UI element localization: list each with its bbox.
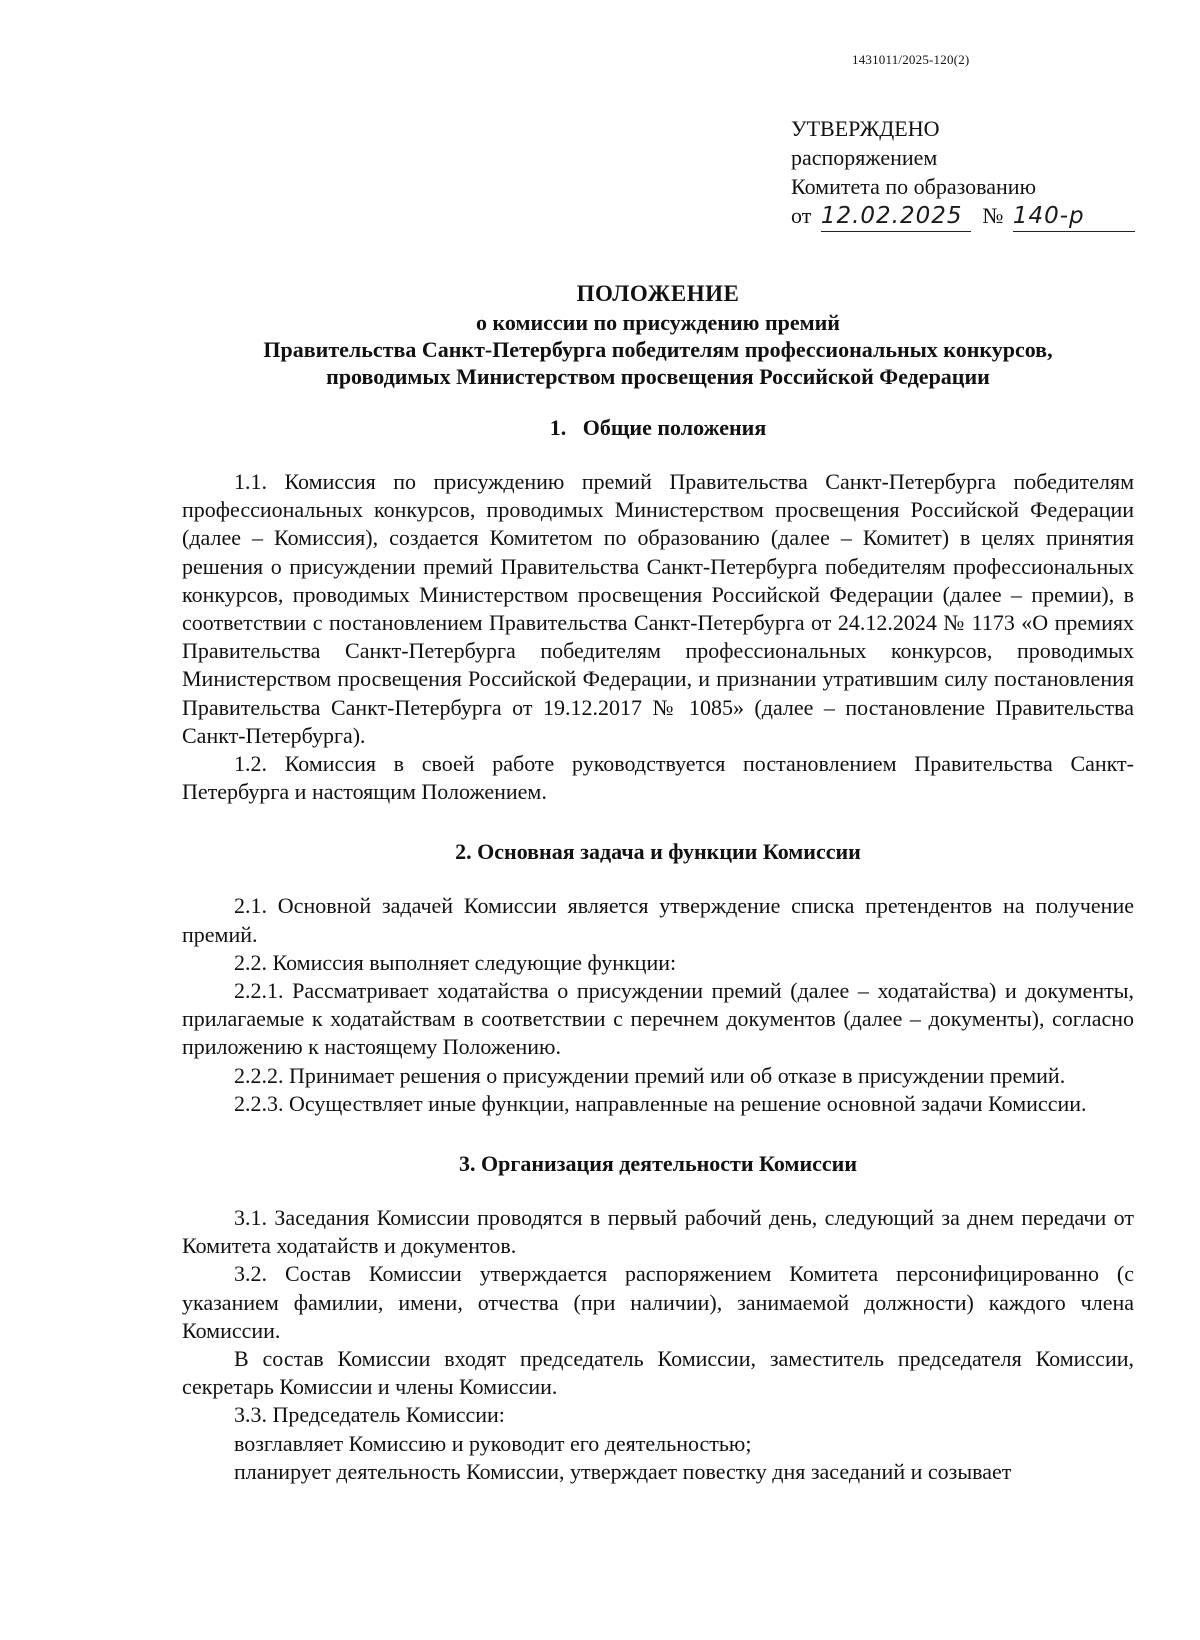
paragraph-2-1: 2.1. Основной задачей Комиссии является утверждение списка претендентов на получение премий. [182,893,1134,947]
handwritten-date: 12.02.2025 [821,202,971,232]
document-title [182,280,1134,390]
approval-date-number-row [791,201,1135,230]
paragraph-2-2-3: 2.2.3. Осуществляет иные функции, направленные на решение основной задачи Комиссии. [234,1090,1087,1116]
paragraph-2-2: 2.2. Комиссия выполняет следующие функции: [234,949,677,975]
approval-heading: УТВЕРЖДЕНО [791,116,940,141]
handwritten-number: 140-р [1013,202,1135,232]
approval-from-label: от [791,203,812,228]
approval-block [791,114,1135,230]
approval-line-order: распоряжением [791,145,938,170]
paragraph-1-1: 1.1. Комиссия по присуждению премий Правительства Санкт-Петербурга победителям профессиональных конкурсов, проводимых Министерством просвещения Российской Федерации (далее – Комиссия), создается Комитетом по образованию (далее – Комитет) в целях принятия решения о присуждении премий Правительства Санкт-Петербурга победителям профессиональных конкурсов, проводимых Министерством просвещения Российской Федерации (далее – премии), в соответствии с постановлением Правительства Санкт-Петербурга от 24.12.2024 № 1173 «О премиях Правительства Санкт-Петербурга победителям профессиональных конкурсов, проводимых Министерством просвещения Российской Федерации, и признании утратившим силу постановления Правительства Санкт-Петербурга от 19.12.2017 № 1085» (далее – постановление Правительства Санкт-Петербурга). [182,469,1134,748]
section-2-heading: 2. Основная задача и функции Комиссии [455,839,861,865]
paragraph-3-3-item-b: планирует деятельность Комиссии, утверждает повестку дня заседаний и созывает [234,1458,1012,1484]
paragraph-3-1: 3.1. Заседания Комиссии проводятся в первый рабочий день, следующий за днем передачи от Комитета ходатайств и документов. [182,1205,1134,1259]
paragraph-3-3: 3.3. Председатель Комиссии: [234,1402,505,1428]
paragraph-3-2: 3.2. Состав Комиссии утверждается распоряжением Комитета персонифицированно (с указанием фамилии, имени, отчества (при наличии), занимаемой должности) каждого члена Комиссии. [182,1261,1134,1343]
document-registration-number: 1431011/2025-120(2) [852,52,970,67]
paragraph-2-2-2: 2.2.2. Принимает решения о присуждении премий или об отказе в присуждении премий. [234,1062,1066,1088]
paragraph-1-2: 1.2. Комиссия в своей работе руководствуется постановлением Правительства Санкт-Петербурга и настоящим Положением. [182,751,1134,805]
section-1-heading: 1. Общие положения [549,415,767,440]
approval-line-committee: Комитета по образованию [791,174,1037,199]
title-main: ПОЛОЖЕНИЕ [576,281,740,306]
title-line-1: о комиссии по присуждению премий [476,310,840,335]
title-line-2: Правительства Санкт-Петербурга победителям профессиональных конкурсов, [263,337,1053,362]
paragraph-3-3-item-a: возглавляет Комиссию и руководит его деятельностью; [234,1430,752,1456]
document-body [182,414,1134,1486]
approval-number-sign: № [982,203,1004,228]
title-line-3: проводимых Министерством просвещения Российской Федерации [326,364,990,389]
paragraph-2-2-1: 2.2.1. Рассматривает ходатайства о присуждении премий (далее – ходатайства) и документы, прилагаемые к ходатайствам в соответствии с перечнем документов (далее – документы), согласно приложению к настоящему Положению. [182,978,1134,1060]
section-3-heading: 3. Организация деятельности Комиссии [458,1151,858,1177]
paragraph-3-2-composition: В состав Комиссии входят председатель Комиссии, заместитель председателя Комиссии, секретарь Комиссии и члены Комиссии. [182,1346,1134,1400]
